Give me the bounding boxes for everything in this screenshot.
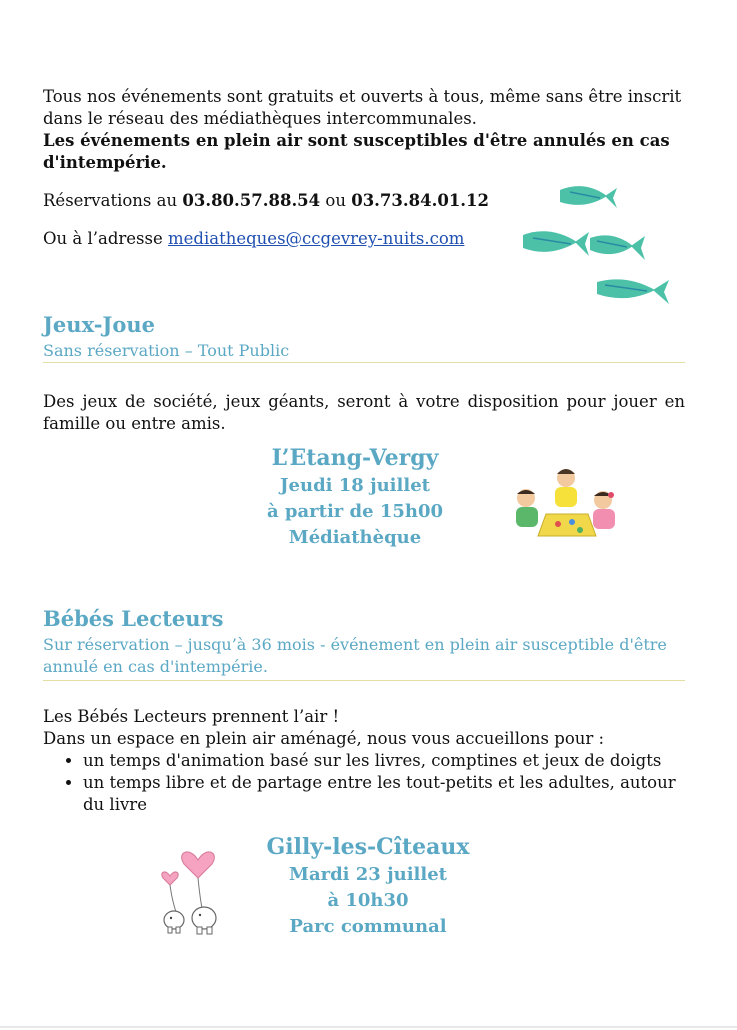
list-item: • un temps libre et de partage entre les tout-petits et les adultes, autour du livre (83, 772, 693, 816)
jeux-joue-divider (43, 362, 685, 363)
jeux-joue-time: à partir de 15h00 (266, 501, 444, 522)
phone-number-1[interactable]: 03.80.57.88.54 (182, 191, 321, 210)
fish-illustration (515, 180, 680, 315)
bebes-lecteurs-place: Gilly-les-Cîteaux (266, 834, 470, 860)
reservations-prefix: Réservations au (43, 191, 183, 210)
address-line (43, 228, 464, 250)
email-link[interactable]: mediatheques@ccgevrey-nuits.com (168, 229, 465, 248)
intro-text: Tous nos événements sont gratuits et ouverts à tous, même sans être inscrit dans le réseau des médiathèques intercommunales. (43, 87, 682, 128)
jeux-joue-place: L’Etang-Vergy (271, 445, 439, 471)
reservations-line (43, 190, 489, 212)
bebes-lecteurs-title: Bébés Lecteurs (43, 606, 224, 631)
intro-paragraph (43, 86, 688, 174)
fish-2-icon (523, 231, 589, 256)
bebes-lecteurs-subtitle: Sur réservation – jusqu’à 36 mois - événement en plein air susceptible d'être annulé en cas d'intempérie. (43, 635, 667, 676)
fish-1-icon (560, 186, 617, 208)
bebes-intro-line: Les Bébés Lecteurs prennent l’air ! (43, 707, 340, 726)
fish-4-icon (597, 279, 669, 304)
bebes-activities-list (43, 750, 693, 816)
bebes-lecteurs-time: à 10h30 (327, 890, 409, 911)
bebes-lecteurs-description (43, 706, 693, 816)
bebes-lecteurs-venue: Parc communal (289, 916, 447, 937)
jeux-joue-subtitle: Sans réservation – Tout Public (43, 341, 290, 360)
reservations-middle: ou (320, 191, 352, 210)
jeux-joue-date: Jeudi 18 juillet (280, 475, 430, 496)
bebes-lecteurs-divider (43, 680, 685, 681)
jeux-joue-title: Jeux-Joue (43, 312, 156, 337)
jeux-joue-description: Des jeux de société, jeux géants, seront à votre disposition pour jouer en famille ou entre amis. (43, 392, 685, 433)
intro-warning: Les événements en plein air sont susceptibles d'être annulés en cas d'intempérie. (43, 131, 670, 172)
list-item: • un temps d'animation basé sur les livres, comptines et jeux de doigts (83, 750, 693, 772)
phone-number-2[interactable]: 03.73.84.01.12 (351, 191, 490, 210)
bebes-lecteurs-date: Mardi 23 juillet (289, 864, 447, 885)
bebes-intro-line-2: Dans un espace en plein air aménagé, nous vous accueillons pour : (43, 729, 605, 748)
address-prefix: Ou à l’adresse (43, 229, 168, 248)
page-bottom-edge (0, 1026, 737, 1028)
jeux-joue-venue: Médiathèque (288, 527, 422, 548)
fish-3-icon (590, 235, 645, 260)
jeux-joue-event-info (235, 443, 475, 551)
kids-board-game-icon (508, 464, 623, 549)
bebes-lecteurs-event-info (248, 832, 488, 940)
elephants-balloons-icon (150, 838, 230, 938)
